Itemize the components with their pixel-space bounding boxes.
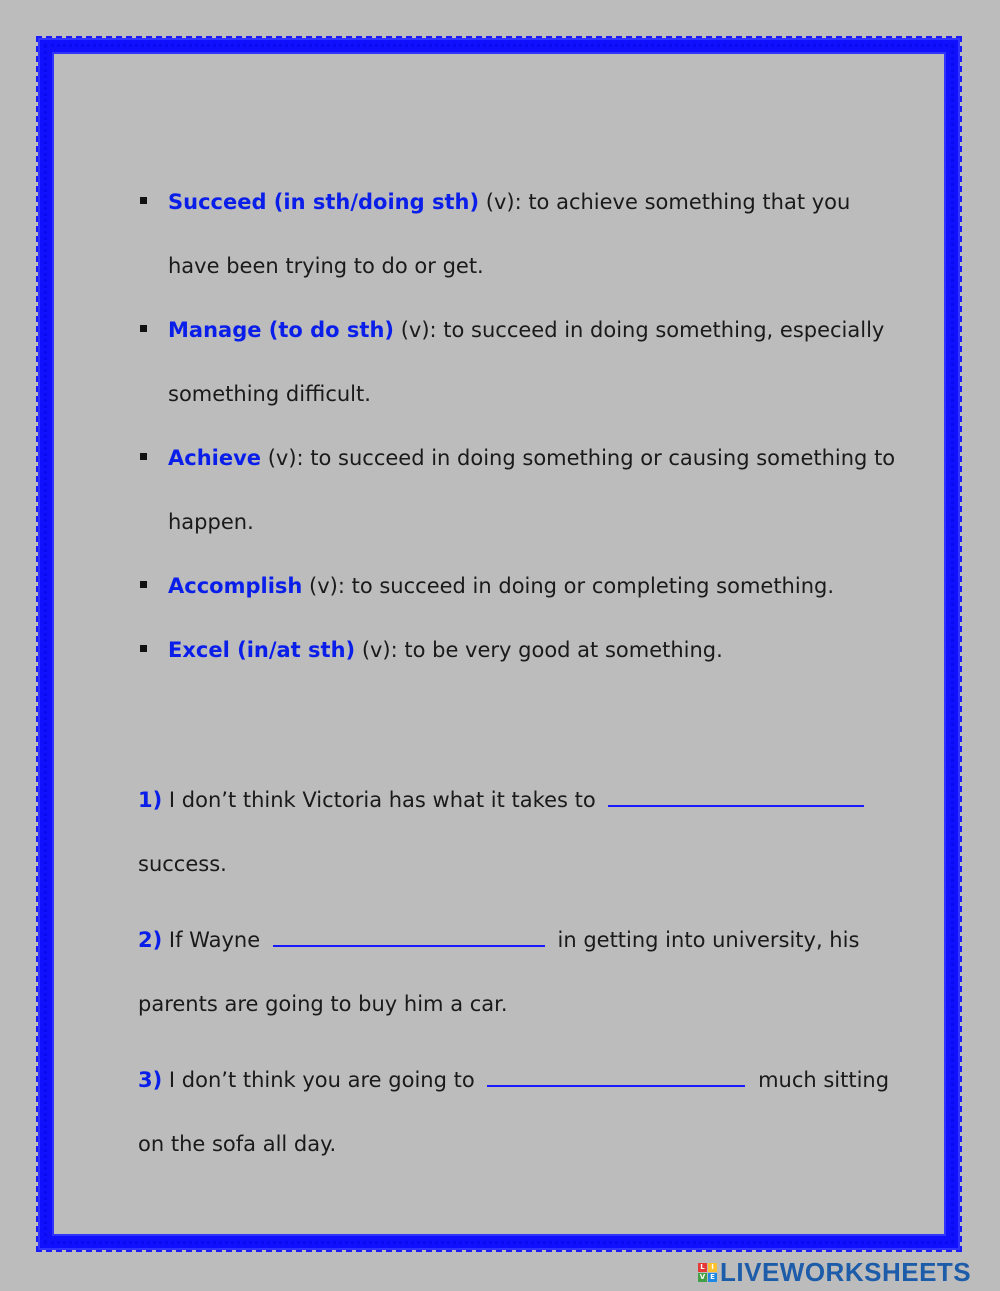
definitions-list [138,170,898,682]
question-2 [138,908,898,1036]
question-text-before: I don’t think you are going to [168,1068,475,1092]
logo-letter: L [698,1263,707,1272]
definition-term: Manage (to do sth) [168,318,395,342]
question-text-after: success. [138,852,227,876]
bullet-icon [140,197,147,204]
definition-text: (v): to be very good at something. [361,638,723,662]
answer-blank-2[interactable] [273,925,545,947]
bullet-icon [140,453,147,460]
question-number: 1) [138,788,163,812]
bullet-icon [140,581,147,588]
logo-letter: I [708,1263,717,1272]
definition-item [138,554,898,618]
question-text-after: in getting into university, his parents are going to buy him a car. [138,928,860,1016]
answer-blank-1[interactable] [608,785,864,807]
question-number: 3) [138,1068,163,1092]
definition-text: (v): to succeed in doing something or causing something to happen. [168,446,896,534]
question-3 [138,1048,898,1176]
definition-text: (v): to succeed in doing something, especially something difficult. [168,318,885,406]
definition-term: Excel (in/at sth) [168,638,356,662]
question-text-before: If Wayne [168,928,261,952]
definition-text: (v): to succeed in doing or completing something. [309,574,835,598]
definition-item [138,298,898,426]
logo-letter: E [708,1273,717,1282]
bullet-icon [140,325,147,332]
definition-term: Accomplish [168,574,303,598]
bullet-icon [140,645,147,652]
question-number: 2) [138,928,163,952]
answer-blank-3[interactable] [487,1065,745,1087]
definition-term: Achieve [168,446,262,470]
question-text-after: much sitting on the sofa all day. [138,1068,890,1156]
liveworksheets-brand[interactable] [698,1258,971,1286]
exercise-questions [138,768,898,1188]
definition-text: (v): to achieve something that you have been trying to do or get. [168,190,851,278]
question-text-before: I don’t think Victoria has what it takes to [168,788,596,812]
definition-item [138,618,898,682]
definition-item [138,426,898,554]
logo-letter: V [699,1272,706,1281]
liveworksheets-logo-icon [698,1263,717,1282]
definition-item [138,170,898,298]
question-1 [138,768,898,896]
definition-term: Succeed (in sth/doing sth) [168,190,480,214]
brand-name: LIVEWORKSHEETS [720,1256,972,1287]
